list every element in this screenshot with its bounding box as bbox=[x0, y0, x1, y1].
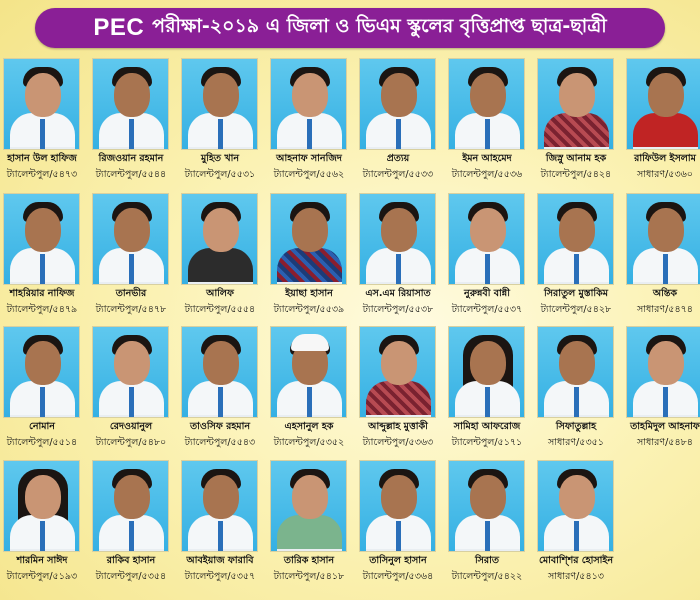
student-card bbox=[269, 460, 349, 592]
student-name: ইয়াছা হাসান bbox=[285, 288, 333, 299]
student-photo bbox=[359, 326, 436, 418]
student-name: তারিক হাসান bbox=[283, 555, 335, 566]
student-code: ট্যালেন্টপুল/৫৫৪৪ bbox=[95, 169, 167, 180]
student-photo bbox=[448, 326, 525, 418]
student-code: ট্যালেন্টপুল/৫৩৫৪ bbox=[95, 571, 167, 582]
student-card bbox=[358, 326, 438, 458]
student-photo bbox=[92, 460, 169, 552]
student-code: ট্যালেন্টপুল/৫৪৮০ bbox=[95, 437, 167, 448]
student-code: ট্যালেন্টপুল/৫৪১৮ bbox=[273, 571, 345, 582]
student-name: সিরাতুল মুস্তাকিম bbox=[544, 288, 608, 299]
student-card bbox=[536, 460, 616, 592]
student-card bbox=[91, 193, 171, 325]
student-grid bbox=[0, 58, 700, 598]
student-card bbox=[2, 193, 82, 325]
student-name: নুরুন্নবী বান্নী bbox=[464, 288, 510, 299]
student-code: ট্যালেন্টপুল/৫৫৬২ bbox=[273, 169, 345, 180]
student-photo bbox=[3, 460, 80, 552]
student-photo bbox=[626, 326, 700, 418]
student-code: সাধারণ/৫৩৬০ bbox=[637, 169, 693, 180]
student-name: সিরাত bbox=[474, 555, 500, 566]
student-photo bbox=[270, 326, 347, 418]
student-photo bbox=[537, 58, 614, 150]
student-photo bbox=[626, 58, 700, 150]
student-code: ট্যালেন্টপুল/৫৫৩৭ bbox=[451, 304, 523, 315]
student-name: তাহমিদুল আহনাফ bbox=[630, 421, 700, 432]
student-code: ট্যালেন্টপুল/৫৪৭৩ bbox=[6, 169, 78, 180]
student-photo bbox=[448, 58, 525, 150]
student-card bbox=[358, 193, 438, 325]
student-photo bbox=[359, 460, 436, 552]
student-photo bbox=[359, 58, 436, 150]
student-photo bbox=[537, 460, 614, 552]
student-photo bbox=[181, 326, 258, 418]
student-name: মোবাশ্শির হোসাইন bbox=[538, 555, 614, 566]
student-code: ট্যালেন্টপুল/৫৫৫৪ bbox=[184, 304, 256, 315]
student-photo bbox=[359, 193, 436, 285]
student-code: সাধারণ/৫৩৫১ bbox=[548, 437, 604, 448]
student-name: সিফাতুল্লাহ bbox=[555, 421, 597, 432]
title-pec: PEC bbox=[93, 14, 145, 41]
student-photo bbox=[626, 193, 700, 285]
student-photo bbox=[181, 193, 258, 285]
student-card bbox=[536, 193, 616, 325]
student-card bbox=[2, 460, 82, 592]
student-code: ট্যালেন্টপুল/৫৩৬৪ bbox=[362, 571, 434, 582]
student-name: আলিফ bbox=[206, 288, 234, 299]
student-card bbox=[180, 193, 260, 325]
student-photo bbox=[448, 460, 525, 552]
student-code: ট্যালেন্টপুল/৫৩৫২ bbox=[273, 437, 345, 448]
student-photo bbox=[3, 326, 80, 418]
student-name: তানভীর bbox=[115, 288, 147, 299]
student-name: রাকিব হাসান bbox=[106, 555, 156, 566]
student-code: ট্যালেন্টপুল/৫৪৭৮ bbox=[95, 304, 167, 315]
student-name: এস.এম রিয়াসাত bbox=[365, 288, 431, 299]
student-name: এহসানুল হক bbox=[284, 421, 334, 432]
student-card bbox=[269, 193, 349, 325]
student-photo bbox=[3, 193, 80, 285]
student-card bbox=[180, 326, 260, 458]
student-card bbox=[536, 326, 616, 458]
student-card bbox=[180, 58, 260, 190]
student-card bbox=[2, 326, 82, 458]
student-card bbox=[536, 58, 616, 190]
student-card bbox=[447, 58, 527, 190]
student-card bbox=[358, 460, 438, 592]
student-name: সামিহা আফরোজ bbox=[453, 421, 521, 432]
student-code: ট্যালেন্টপুল/৫৫৪৩ bbox=[184, 437, 256, 448]
student-code: সাধারণ/৫৪৭৪ bbox=[637, 304, 693, 315]
title-banner bbox=[35, 8, 665, 48]
student-name: আহনাফ সানজিদ bbox=[276, 153, 342, 164]
student-code: ট্যালেন্টপুল/৫৫৩৬ bbox=[451, 169, 523, 180]
student-code: ট্যালেন্টপুল/৫৩৬৩ bbox=[362, 437, 434, 448]
student-photo bbox=[92, 58, 169, 150]
student-photo bbox=[537, 326, 614, 418]
student-card bbox=[180, 460, 260, 592]
student-code: ট্যালেন্টপুল/৫৫৩১ bbox=[184, 169, 256, 180]
student-code: ট্যালেন্টপুল/৫৪২৮ bbox=[540, 304, 612, 315]
student-name: অন্তিক bbox=[652, 288, 678, 299]
title-text: পরীক্ষা-২০১৯ এ জিলা ও ভিএম স্কুলের বৃত্তিপ্রাপ্ত ছাত্র-ছাত্রী bbox=[152, 15, 607, 37]
student-code: ট্যালেন্টপুল/৫৪২৪ bbox=[540, 169, 612, 180]
student-code: ট্যালেন্টপুল/৫৪৭৯ bbox=[6, 304, 78, 315]
student-name: আব্দুল্লাহ মুত্তাকী bbox=[368, 421, 428, 432]
student-photo bbox=[270, 193, 347, 285]
student-photo bbox=[92, 326, 169, 418]
student-code: ট্যালেন্টপুল/৫৪২২ bbox=[451, 571, 523, 582]
student-card bbox=[269, 326, 349, 458]
student-card bbox=[91, 58, 171, 190]
student-code: ট্যালেন্টপুল/৫৫১৪ bbox=[6, 437, 78, 448]
student-card bbox=[447, 193, 527, 325]
student-code: ট্যালেন্টপুল/৫৫৩৩ bbox=[362, 169, 434, 180]
student-name: শারমিন সাঈদ bbox=[16, 555, 68, 566]
student-card bbox=[91, 460, 171, 592]
student-card bbox=[91, 326, 171, 458]
student-photo bbox=[181, 460, 258, 552]
student-name: রিজওয়ান রহমান bbox=[98, 153, 164, 164]
student-name: রাফিউল ইসলাম bbox=[634, 153, 696, 164]
student-photo bbox=[537, 193, 614, 285]
student-code: ট্যালেন্টপুল/৫৫৩৮ bbox=[362, 304, 434, 315]
student-code: ট্যালেন্টপুল/৫১৯৩ bbox=[6, 571, 78, 582]
student-code: ট্যালেন্টপুল/৫৫৩৯ bbox=[273, 304, 345, 315]
student-name: তাসিনুল হাসান bbox=[369, 555, 427, 566]
student-name: রেদওয়ানুল bbox=[109, 421, 153, 432]
student-card bbox=[625, 58, 700, 190]
student-card bbox=[625, 193, 700, 325]
student-name: হাসান উল হাফিজ bbox=[7, 153, 77, 164]
student-card bbox=[2, 58, 82, 190]
student-code: ট্যালেন্টপুল/৫১৭১ bbox=[451, 437, 523, 448]
student-code: ট্যালেন্টপুল/৫৩৫৭ bbox=[184, 571, 256, 582]
student-photo bbox=[181, 58, 258, 150]
student-code: সাধারণ/৫৪১৩ bbox=[548, 571, 604, 582]
student-name: শাহরিয়ার নাফিজ bbox=[9, 288, 75, 299]
student-photo bbox=[270, 58, 347, 150]
student-name: নোমান bbox=[29, 421, 55, 432]
student-card bbox=[625, 326, 700, 458]
student-name: তাওসিফ রহমান bbox=[189, 421, 251, 432]
student-name: প্রত্যয় bbox=[386, 153, 410, 164]
student-card bbox=[358, 58, 438, 190]
student-card bbox=[269, 58, 349, 190]
student-photo bbox=[448, 193, 525, 285]
student-card bbox=[447, 326, 527, 458]
student-code: সাধারণ/৫৪৮৪ bbox=[637, 437, 693, 448]
student-card bbox=[447, 460, 527, 592]
student-name: আবইয়াজ ফারাবি bbox=[186, 555, 254, 566]
student-photo bbox=[92, 193, 169, 285]
student-photo bbox=[3, 58, 80, 150]
student-photo bbox=[270, 460, 347, 552]
student-name: জিস্নু আনাম হক bbox=[545, 153, 607, 164]
student-name: মুহিত খান bbox=[200, 153, 240, 164]
student-name: ইমন আহমেদ bbox=[462, 153, 512, 164]
